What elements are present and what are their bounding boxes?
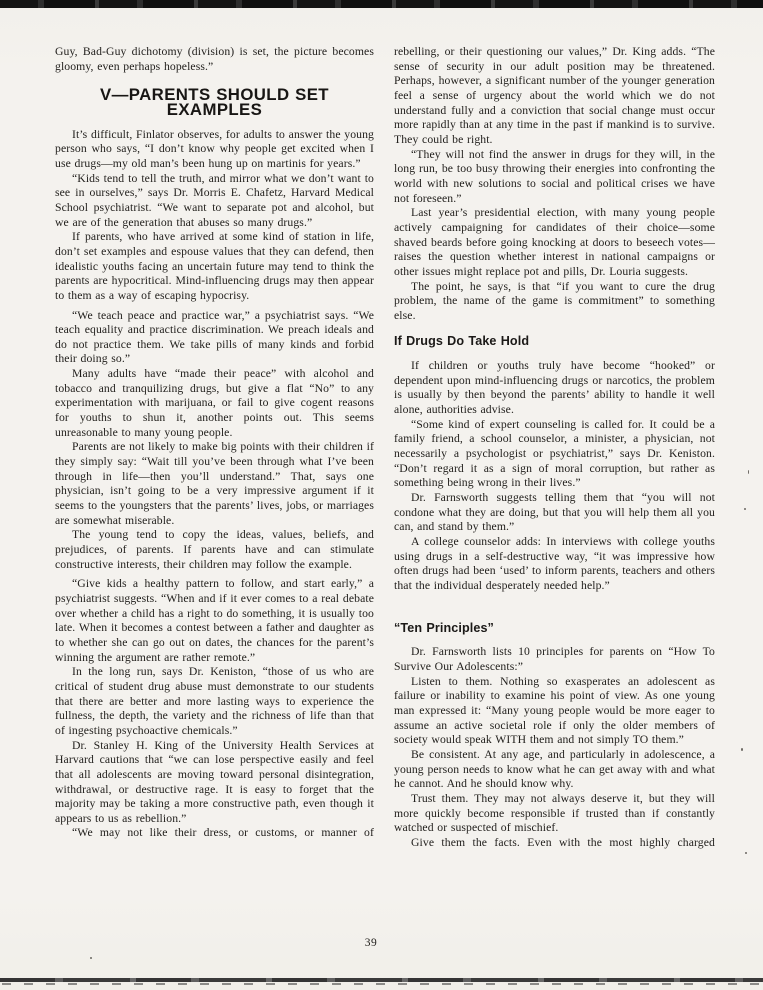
paragraph: It’s difficult, Finlator observes, for adults to answer the young person who says, “I don’t know why people get excited when I use drugs—my old man’s been hung up on martinis for years.” [55,127,374,170]
paragraph: Parents are not likely to make big points with their children if they simply say: “Wait till you’ve been through what I’ve been through in life—then you’ll understand.” That, says one physician, isn’t going to be a very impressive argument if it seems to the youngsters that the parents’ lives, jobs, or marriages are somewhat miserable. [55,440,374,527]
scan-artifact-top-band [0,0,763,8]
paragraph: Trust them. They may not always deserve it, but they will more quickly become responsible if trusted than if constantly watched or suspected of mischief. [394,791,715,835]
paragraph: “We teach peace and practice war,” a psychiatrist says. “We teach equality and practice discrimination. We preach ideals and do not practice them. We take pills of many kinds and forbid their doing so.” [55,308,374,366]
paragraph: Guy, Bad-Guy dichotomy (division) is set, the picture becomes gloomy, even perhaps hopeless.” [55,45,374,73]
paragraph: “They will not find the answer in drugs for they will, in the long run, be too busy throwing their energies into confronting the world with new solutions to social and political crises we have not foreseen.” [394,147,715,205]
section-heading-parents-should-set-examples: V—PARENTS SHOULD SET EXAMPLES [100,85,329,119]
page-number: 39 [364,937,378,949]
paragraph: Be consistent. At any age, and particularly in adolescence, a young person needs to know what he can get away with and what he cannot. And he should know why. [394,747,715,791]
paragraph: If children or youths truly have become “hooked” or dependent upon mind-influencing drugs or narcotics, the problem is usually by then beyond the parents’ ability to handle it well alone, authorities advise. [394,359,715,417]
scan-artifact-bottom-line [0,978,763,982]
paragraph: Listen to them. Nothing so exasperates an adolescent as failure or inability to examine his point of view. As one young man expressed it: “Many young people would be more eager to assume an active societal role if only the older members of society would speak WITH them and not simply TO them.” [394,674,715,747]
paragraph: Last year’s presidential election, with many young people actively campaigning for candidates of their choice—some shaved beards before going knocking at doors to beseech votes—raises the question whether interest in national campaigns or other issues might replace pot and pills, Dr. Louria suggests. [394,206,715,278]
paragraph: A college counselor adds: In interviews with college youths using drugs in a self-destructive way, “it was impressive how often drugs had been ‘used’ to inform parents, teachers and others that the individual desperately needed help.” [394,535,715,592]
paragraph-continues-next-page: Give them the facts. Even with the most highly charged [411,835,715,849]
paragraph: “Give kids a healthy pattern to follow, and start early,” a psychiatrist suggests. “When and if it ever comes to a real debate over whether a child has a right to do something, it is usually too late. When it becomes a contest between a father and daughter as to whether she can go out on dates, the chances for the parent’s winning the argument are rather remote.” [55,577,374,664]
paragraph: If parents, who have arrived at some kind of station in life, don’t set examples and espouse values that they can defend, then idealistic youths facing an uncertain future may tend to think the parents are hypocritical. Mind-influencing drugs may then appear to them as a way of escaping hypocrisy. [55,230,374,302]
paragraph: In the long run, says Dr. Keniston, “those of us who are critical of student drug abuse must demonstrate to our students that there are better and more lasting ways to experience the fullness, the depth, the variety and the richness of life than that of ingesting psychoactive chemicals.” [55,665,374,737]
paragraph: Dr. Farnsworth lists 10 principles for parents on “How To Survive Our Adolescents:” [394,645,715,673]
paragraph: Dr. Stanley H. King of the University Health Services at Harvard cautions that “we can lose perspective easily and feel that all adolescents are moving toward personal disintegration, withdrawal, or destructive rage. It is easy to forget that the majority may be taking a more constructive path, even though it appears to us as rebellion.” [55,738,374,825]
scan-artifact-bottom-dashes [2,983,762,985]
subheading-ten-principles: “Ten Principles” [394,620,494,635]
left-column [55,45,374,841]
paragraph: The point, he says, is that “if you want to cure the drug problem, the name of the game is commitment” to something else. [394,279,715,322]
paragraph: rebelling, or their questioning our values,” Dr. King adds. “The sense of security in our adult position may be threatened. Perhaps, however, a significant number of the younger generation feel a sense of urgency about the world which we do not understand fully and a conviction that social change must occur more rapidly than at any time in the past if mankind is to survive. They could be right. [394,45,715,146]
paragraph: “Some kind of expert counseling is called for. It could be a family friend, a school counselor, a minister, a physician, not necessarily a psychologist or psychiatrist,” says Dr. Keniston. “Don’t regard it as a sign of moral corruption, but rather as something being wrong in their lives.” [394,417,715,490]
paragraph: Dr. Farnsworth suggests telling them that “you will not condone what they are doing, but that you will help them all you can, and stand by them.” [394,491,715,534]
subheading-if-drugs-do-take-hold: If Drugs Do Take Hold [394,334,530,349]
paragraph-continues-next-column: “We may not like their dress, or customs, or manner of [72,826,374,840]
paragraph: The young tend to copy the ideas, values, beliefs, and prejudices, of parents. If parents have and can stimulate constructive interests, their children may follow the example. [55,528,374,571]
paragraph: “Kids tend to tell the truth, and mirror what we don’t want to see in ourselves,” says Dr. Morris E. Chafetz, Harvard Medical School psychiatrist. “We want to separate pot and alcohol, but we are of the generation that abuses so many drugs.” [55,171,374,229]
paragraph: Many adults have “made their peace” with alcohol and tobacco and tranquilizing drugs, but give a flat “No” to any experimentation with marijuana, or fail to give cogent reasons for youths to shun it, another points out. This seems unreasonable to many young people. [55,367,374,439]
right-column [394,45,715,850]
